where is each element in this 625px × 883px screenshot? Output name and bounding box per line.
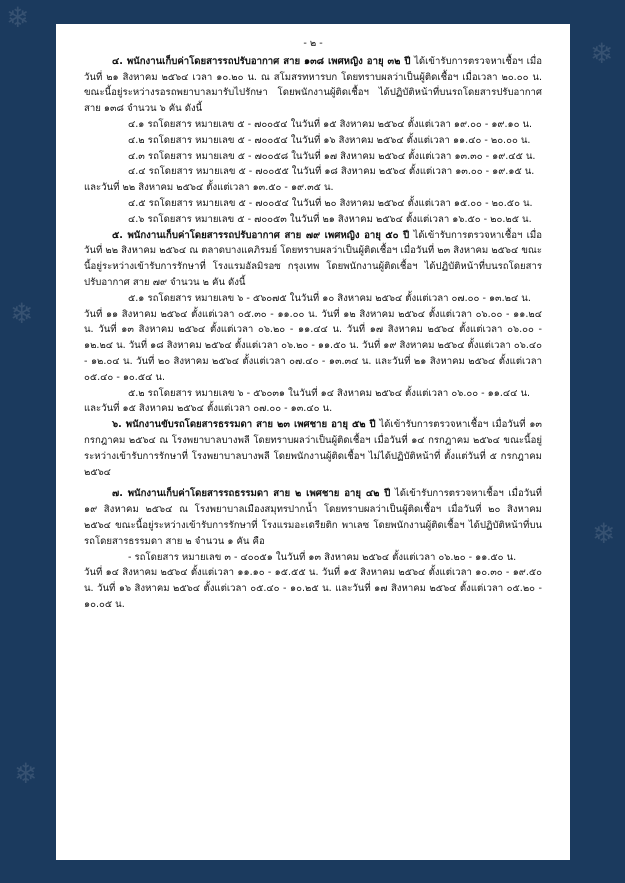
paragraph xyxy=(84,386,542,402)
paragraph-heading: ๖. พนักงานขับรถโดยสารธรรมดา สาย ๒๓ เพศชาย อายุ ๕๒ ปี xyxy=(112,419,376,431)
paragraph xyxy=(84,565,542,612)
paragraph-text: ได้เข้ารับการตรวจหาเชื้อฯ เมื่อวันที่ ๑๙ สิงหาคม ๒๕๖๔ ณ โรงพยาบาลเมืองสมุทรปากน้ำ โดยทราบผลว่าเป็นผู้ติดเชื้อฯ เมื่อวันที่ ๒๐ สิงหาคม ๒๕๖๔ ขณะนี้อยู่ระหว่างเข้ารับการรักษาที่ โรงแรมอะเดรียติก พาเลซ โดยพนักงานผู้ติดเชื้อฯ ได้ปฏิบัติหน้าที่บนรถโดยสารธรรมดา สาย ๒ จำนวน ๑ คัน คือ xyxy=(84,488,542,547)
paragraph-text: ๔.๕ รถโดยสาร หมายเลข ๕ - ๗๐๐๕๔ ในวันที่ ๒๐ สิงหาคม ๒๕๖๔ ตั้งแต่เวลา ๑๕.๐๐ - ๒๐.๕๐ น. xyxy=(128,197,533,209)
paragraph xyxy=(84,133,542,149)
paragraph-text: ได้เข้ารับการตรวจหาเชื้อฯ เมื่อวันที่ ๒๑ สิงหาคม ๒๕๖๔ เวลา ๑๐.๒๐ น. ณ สโมสรทหารบก โดยทราบผลว่าเป็นผู้ติดเชื้อฯ เมื่อเวลา ๒๐.๐๐ น. ขณะนี้อยู่ระหว่างรอรถพยาบาลมารับไปรักษา โดยพนักงานผู้ติดเชื้อฯ ได้ปฏิบัติหน้าที่บนรถโดยสารปรับอากาศ สาย ๑๓๘ จำนวน ๖ คัน ดังนี้ xyxy=(84,55,542,115)
paragraph-text: ๔.๒ รถโดยสาร หมายเลข ๕ - ๗๐๐๕๔ ในวันที่ ๑๖ สิงหาคม ๒๕๖๔ ตั้งแต่เวลา ๑๑.๔๐ - ๒๐.๐๐ น. xyxy=(128,134,531,146)
paragraph xyxy=(84,550,542,566)
paragraph-text: ๔.๓ รถโดยสาร หมายเลข ๕ - ๗๐๐๕๘ ในวันที่ ๑๗ สิงหาคม ๒๕๖๔ ตั้งแต่เวลา ๑๓.๓๐ - ๑๙.๔๕ น. xyxy=(128,150,536,162)
document-body xyxy=(84,54,542,613)
paragraph-heading: ๕. พนักงานเก็บค่าโดยสารรถปรับอากาศ สาย ๗๙ เพศหญิง อายุ ๕๐ ปี xyxy=(112,229,410,241)
document-page xyxy=(56,24,570,860)
paragraph xyxy=(84,149,542,165)
paragraph-heading: ๔. พนักงานเก็บค่าโดยสารรถปรับอากาศ สาย ๑๓๘ เพศหญิง อายุ ๓๒ ปี xyxy=(112,55,411,67)
paragraph xyxy=(84,196,542,212)
paragraph xyxy=(84,212,542,228)
page-number: - ๒ - xyxy=(303,38,323,49)
snowflake-icon: ❄ xyxy=(14,757,38,790)
paragraph xyxy=(84,228,542,291)
paragraph-text: ได้เข้ารับการตรวจหาเชื้อฯ เมื่อวันที่ ๒๒ สิงหาคม ๒๕๖๔ ณ ตลาดบางแคภิรมย์ โดยทราบผลว่าเป็นผู้ติดเชื้อฯ เมื่อวันที่ ๒๓ สิงหาคม ๒๕๖๔ ขณะนี้อยู่ระหว่างเข้ารับการรักษาที่ โรงแรมอัลมิรอซ กรุงเทพ โดยพนักงานผู้ติดเชื้อฯ ได้ปฏิบัติหน้าที่บนรถโดยสารปรับอากาศ สาย ๗๙ จำนวน ๒ คัน ดังนี้ xyxy=(84,229,542,288)
paragraph xyxy=(84,486,542,549)
paragraph-text: และวันที่ ๑๕ สิงหาคม ๒๕๖๔ ตั้งแต่เวลา ๐๗.๐๐ - ๑๓.๔๐ น. xyxy=(84,403,333,415)
snowflake-icon: ❄ xyxy=(592,517,616,550)
paragraph-text: และวันที่ ๒๒ สิงหาคม ๒๕๖๔ ตั้งแต่เวลา ๑๓.๕๐ - ๑๙.๓๕ น. xyxy=(84,182,334,194)
paragraph xyxy=(84,180,542,196)
paragraph-text: - รถโดยสาร หมายเลข ๓ - ๔๐๐๕๑ ในวันที่ ๑๓ สิงหาคม ๒๕๖๔ ตั้งแต่เวลา ๐๖.๒๐ - ๑๑.๕๐ น. xyxy=(128,551,517,563)
paragraph xyxy=(84,164,542,180)
snowflake-icon: ❄ xyxy=(6,1,30,34)
paragraph-text: วันที่ ๑๔ สิงหาคม ๒๕๖๔ ตั้งแต่เวลา ๑๑.๑๐ - ๑๕.๕๕ น. วันที่ ๑๕ สิงหาคม ๒๕๖๔ ตั้งแต่เวลา ๑๐.๓๐ - ๑๙.๕๐ น. วันที่ ๑๖ สิงหาคม ๒๕๖๔ ตั้งแต่เวลา ๐๕.๔๐ - ๑๐.๒๕ น. และวันที่ ๑๗ สิงหาคม ๒๕๖๔ ตั้งแต่เวลา ๐๕.๒๐ - ๑๐.๐๕ น. xyxy=(84,567,542,610)
paragraph-text: วันที่ ๑๑ สิงหาคม ๒๕๖๔ ตั้งแต่เวลา ๐๕.๓๐ - ๑๑.๐๐ น. วันที่ ๑๒ สิงหาคม ๒๕๖๔ ตั้งแต่เวลา ๐๖.๐๐ - ๑๑.๒๔ น. วันที่ ๑๓ สิงหาคม ๒๕๖๔ ตั้งแต่เวลา ๐๖.๒๐ - ๑๑.๔๔ น. วันที่ ๑๗ สิงหาคม ๒๕๖๔ ตั้งแต่เวลา ๐๖.๐๐ - ๑๒.๒๔ น. วันที่ ๑๘ สิงหาคม ๒๕๖๔ ตั้งแต่เวลา ๐๖.๒๐ - ๑๑.๕๐ น. วันที่ ๑๙ สิงหาคม ๒๕๖๔ ตั้งแต่เวลา ๐๖.๔๐ - ๑๒.๐๔ น. วันที่ ๒๐ สิงหาคม ๒๕๖๔ ตั้งแต่เวลา ๐๗.๔๐ - ๑๓.๓๔ น. และวันที่ ๒๑ สิงหาคม ๒๕๖๔ ตั้งแต่เวลา ๐๕.๔๐ - ๑๐.๕๔ น. xyxy=(84,308,542,383)
snowflake-icon: ❄ xyxy=(590,37,614,70)
paragraph xyxy=(84,54,542,117)
paragraph-text: ๔.๖ รถโดยสาร หมายเลข ๕ - ๗๐๐๕๓ ในวันที่ ๒๑ สิงหาคม ๒๕๖๔ ตั้งแต่เวลา ๑๖.๕๐ - ๒๐.๒๕ น. xyxy=(128,213,532,225)
paragraph xyxy=(84,307,542,386)
paragraph-text: ๕.๑ รถโดยสาร หมายเลข ๖ - ๕๖๐๗๕ ในวันที่ ๑๐ สิงหาคม ๒๕๖๔ ตั้งแต่เวลา ๐๗.๐๐ - ๑๓.๒๔ น. xyxy=(128,292,531,304)
paragraph-text: ๔.๑ รถโดยสาร หมายเลข ๕ - ๗๐๐๕๔ ในวันที่ ๑๕ สิงหาคม ๒๕๖๔ ตั้งแต่เวลา ๑๙.๐๐ - ๑๙.๑๐ น. xyxy=(128,118,533,130)
paragraph xyxy=(84,417,542,480)
paragraph-heading: ๗. พนักงานเก็บค่าโดยสารรถธรรมดา สาย ๒ เพศชาย อายุ ๔๒ ปี xyxy=(112,488,391,500)
paragraph-text: ๔.๔ รถโดยสาร หมายเลข ๕ - ๗๐๐๕๕ ในวันที่ ๑๘ สิงหาคม ๒๕๖๔ ตั้งแต่เวลา ๑๓.๐๐ - ๑๙.๑๕ น. xyxy=(128,166,535,178)
paragraph-text: ๕.๒ รถโดยสาร หมายเลข ๖ - ๕๖๐๓๑ ในวันที่ ๑๔ สิงหาคม ๒๕๖๔ ตั้งแต่เวลา ๐๖.๐๐ - ๑๑.๔๔ น. xyxy=(128,387,531,399)
snowflake-icon: ❄ xyxy=(10,297,34,330)
paragraph-text: ได้เข้ารับการตรวจหาเชื้อฯ เมื่อวันที่ ๑๓ กรกฎาคม ๒๕๖๔ ณ โรงพยาบาลบางพลี โดยทราบผลว่าเป็นผู้ติดเชื้อฯ เมื่อวันที่ ๑๔ กรกฎาคม ๒๕๖๔ ขณะนี้อยู่ระหว่างเข้ารับการรักษาที่ โรงพยาบาลบางพลี โดยพนักงานผู้ติดเชื้อฯ ไม่ได้ปฏิบัติหน้าที่ ตั้งแต่วันที่ ๕ กรกฎาคม ๒๕๖๔ xyxy=(84,419,542,478)
paragraph xyxy=(84,291,542,307)
paragraph xyxy=(84,401,542,417)
paragraph xyxy=(84,117,542,133)
